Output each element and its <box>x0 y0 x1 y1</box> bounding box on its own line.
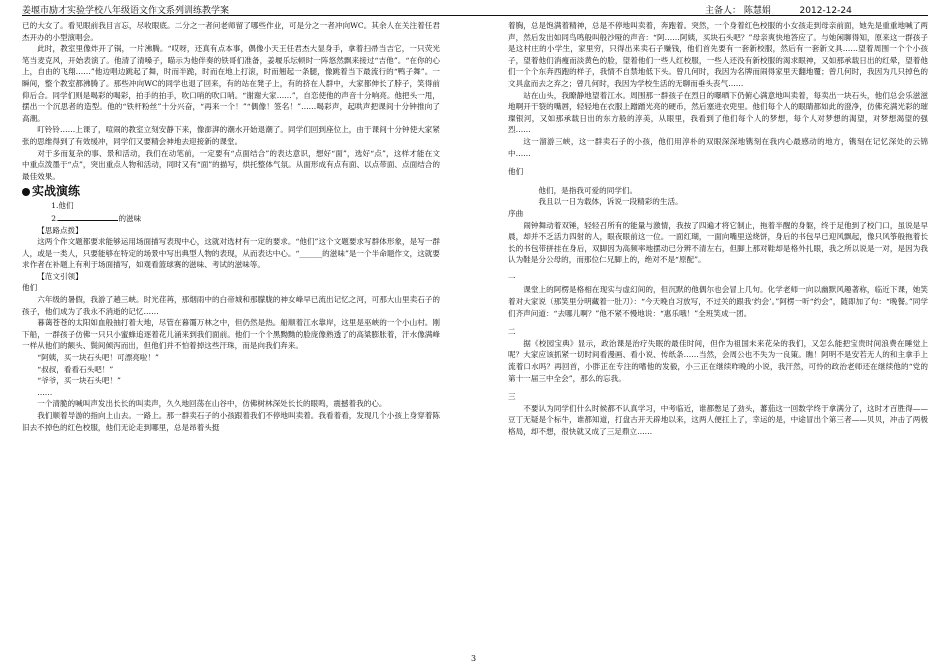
intro-paragraph: 叮铃铃……上课了，喧闹的教室立刻安静下来，像澎湃的潮水开始退潮了。同学们回到座位上，由于课间十分钟使大家紧张的思维得到了有效缓冲，同学们又要精会神地去迎接新的课堂。 <box>22 125 440 146</box>
sample-title: 他们 <box>22 283 38 293</box>
sample-label: 【范文引领】 <box>37 271 83 281</box>
poem-line: 他们，是指我可爱的同学们。 <box>538 185 638 195</box>
section-text-2: 据《校园宝典》显示，政治课是治疗失眠的最佳时间，但作为祖国未来花朵的我们，又怎么能把宝贵时间浪费在睡觉上呢？大家应该抓紧一切时间看漫画、看小说、传纸条……当然，会周公也不失为一良策。瞧！阿明不是安若无人的和主拿手上流着口水吗？再回首，小胖正在专注的嗜他的发毅，小三正在继续昨晚的小说，我汗然，可怜的政治老师还在继续他的“党的第十一届三中全会”，那么的忘我。 <box>508 338 928 383</box>
document-header-title: 姜堰市励才实验学校八年级语文作文系列训练教学案 <box>22 6 230 16</box>
tips-label: 【思路点拨】 <box>37 225 83 235</box>
bullet-icon <box>22 188 30 196</box>
dialogue-line: “阿姨，买一块石头吧！可漂亮啦！” <box>37 353 159 363</box>
section-text-3: 不要认为同学们什么时候都不认真学习，中考临近，谁都憋足了劲头，蕃茄这一回数学终于拿满分了，这时才百胜得——豆丁无疑是个标牛，谁都知道，打盘古开天辟地以来，这两人便扛上了，幸运的是，中途冒出个第三者——贝贝，冲击了两极格局，却不想，很快就又成了三足鼎立…… <box>508 403 928 436</box>
intro-paragraph: 已的大女了。看见眼前我目言忘，尽收眼底。二分之一者问老师留了哪些作业，可是分之一者冲向WC。其余人在关注着任君杰开办的小型演唱会。 <box>22 21 440 42</box>
sample-paragraph: 站在山头，我瞭静地望着江水。周围那一群孩子在烈日的曝晒下仍俯心满意地叫卖着，每卖出一块石头，他们总会乐滋滋地啊开干裂的嘴唇，轻轻地在衣服上蹭蹭光亮的硬币，然后塞进衣兜里。他们每个人的眼睛都如此的澄净，仿佛充满光彩的璀璨银河，又如那承载日出的东方般的淳美，从眼里，我看到了他们每个人的梦想，每个人对梦想的渴望，对梦想渴望的强烈…… <box>508 90 928 135</box>
left-column <box>22 20 440 655</box>
prologue-title: 序曲 <box>508 208 524 218</box>
exercise-item: 1.他们 <box>51 201 74 211</box>
preparer-name: 陈慧娟 <box>743 6 771 16</box>
sample-paragraph: 六年级的暑假，我游了趟三峡。时光荏苒，那烟雨中的白帝城和那朦胧的神女峰早已流出记忆之河，可那大山里卖石子的孩子，他们成为了我永不消逝的记忆…… <box>22 295 440 316</box>
sample2-title: 他们 <box>508 167 524 177</box>
fill-blank <box>58 212 118 221</box>
ellipsis-line: …… <box>37 387 53 397</box>
section-text-1: 课堂上的阿楞是格相在现实与虚幻间的，但沉默的他偶尔也会冒上几句。化学老师一向以幽默风趣著称，临近下课，她笑着对大家说（那笑里分明藏着一肚刀）：“今天晚自习放写，不过关的跟我‘约会’。”阿楞一听“约会”，随即加了句：“晚餐。”同学们齐声问道：“去哪儿啊？”他不紧不慢地说：“惠乐哦！”全班笑成一团。 <box>508 285 928 318</box>
section-title-text: 实战演练 <box>32 184 81 199</box>
dialogue-line: “爷爷，买一块石头吧！” <box>37 376 121 386</box>
document-date: 2012-12-24 <box>799 6 852 16</box>
header-divider <box>22 15 928 16</box>
section-mark-2: 二 <box>508 327 516 337</box>
sample-paragraph: 暮蔼苍苍的太阳如血般抽打着大地，尽管在暮霭万林之中，但仍然是热。船顺着江水靠岸，这里是巫峡的一个小山村。刚下船，一群孩子仿佛一只只小蜜蜂追逐着花儿涌来到我们面前。他们一个个黑黝黝的脸庞像熟透了的高粱膨胀着，汗水像满峰一样从他们的额头、鬓间倾泻而出，但他们并不怕着掉这些汗珠，而是向我们奔来。 <box>22 318 440 351</box>
preparer-label: 主备人： <box>705 6 742 16</box>
section-title <box>22 184 440 199</box>
sample-paragraph: 我们顺着导游的指向上山去。一路上。那一群卖石子的小孩跟着我们不停地叫卖着。我看着看，发现几个小孩上身穿着陈旧去不掉色的红色校服，他们无论走到哪里，总是昂着头挺 <box>22 411 440 432</box>
intro-paragraph: 对于多而复杂的事、景和活动，我们在动笔前，一定要有“点面结合”的表达意识，想好“面”，选好“点”，这样才能在文中重点泼墨于“点”，突出重点人物和活动，同时又有“面”的描写，烘托整体气氛。从面形成有点有面、以点带面、点面结合的最佳效果。 <box>22 148 440 181</box>
tips-text: 这两个作文题都要求能够运用场面描写表现中心，这就对选材有一定的要求。“他们”这个文题要求写群体形象，是写一群人，或是一类人，只要能够在特定的场景中写出典型人物的表现，从而表达中心。“______的滋味”是一个半命题作文，这就要求作者在补题上有利于场面描写，如观看篮球赛的滋味、考试的滋味等。 <box>22 237 440 270</box>
poem-line: 我且以一日为载体，诉说一段精彩的生活。 <box>538 197 683 207</box>
exercise-suffix: 的滋味 <box>118 213 142 223</box>
dialogue-line: “叔叔，看看石头吧！” <box>37 364 114 374</box>
section-mark-1: 一 <box>508 273 516 283</box>
page-number: 3 <box>471 654 477 663</box>
sample-paragraph: 着胸，总是饱满着精神，总是不停地叫卖着，奔跑着。突然，一个身着红色校服的小女孩走到母亲前面，她先是重重地喊了两声，然后发出如同鸟鸣般叫般沙哑的声音：“阿……阿姨，买块石头吧？”母亲爽快地答应了。与她闲聊得知，原来这一群孩子是这村庄的小学生，家里穷，只得出来卖石子赚钱，他们首先要有一套新校服，然后有一套新文具……望着周围一个个小孩子，望着他们消瘦而淡黄色的脸，望着他们一些人红校服，一些人还没有新校服的渴求眼神，又如那承载日出的红晕，望着他们一个个东奔西跑的样子，我情不自禁地低下头。曾几何时，我因为名牌而闹得家里天翻地覆；曾几何时，我因为几只掉色的文具盒而去之弃之；曾几何时，我因为学校生活的无聊而垂头丧气…… <box>508 21 928 88</box>
sample-paragraph: 一个清脆的喊叫声发出长长的叫卖声，久久地回荡在山谷中，仿佛树林深处长长的眼鸣，震撼着我的心。 <box>37 399 387 409</box>
section-mark-3: 三 <box>508 392 516 402</box>
exercise-item <box>22 212 440 225</box>
right-column <box>508 20 928 660</box>
exercise-number: 2. <box>51 213 59 223</box>
prologue-text: 闹钟舞动着双锤，轻轻召所有的能量与激情，我按了四遍才将它制止，拖着半醒的身躯，终于足他到了校门口，虽说是早晨，却并不乏活力四射的人，眼夜眼前这一位。一面红瑚，一面向嘴里送烧饼，身后的书包早已迎风飘起，像只风筝般拖着长长的书包带拼挂在身后，双脚因为高频率地摆动已分辨不清左右，但脚上那对鞋却是格外扎眼，我之所以说是一对，是因为我认为鞋是分公母的，而那位仁兄脚上的，绝对不是“原配”。 <box>508 220 928 265</box>
intro-paragraph: 此时，教室里像炸开了锅，一片沸腾。“哎呀，还真有点本事，偶像小天王任君杰大显身手，拿着扫帚当吉它，一只荧光笔当麦克风，开始表演了。他清了清嗓子，瞄示为他伴奏的铁哥们准备，姜堰乐坛顿时一阵悠然飘来接过“吉他”。“在你的心上，自由的飞翔……”他边唱边跳起了舞，时而半跪，时而在地上打滚，时而翘起一条腿，像跳着当下最流行的“鸭子舞”。一瞬间，整个教室都沸腾了。那些冲向WC的同学也退了回来，有的站在凳子上，有的挤在人群中，大家都伸长了脖子，笑得前仰后合。同学们则是喝彩的喝彩，拍手的拍手，吹口哨的吹口哨。“谢谢大家……”，自恋使他的声音十分响亮。他把头一甩，摆出一个沉思者的造型。他的“铁杆粉丝”十分兴奋，“再来一个！”“偶像！签名！”……喝彩声，起哄声把课间十分钟推向了高潮。 <box>22 44 440 123</box>
sample-paragraph: 这一溜游三峡，这一群卖石子的小孩，他们用淳朴的双眼深深地镌刻在我内心最感动的地方，镌刻在记忆深处的云锦中…… <box>508 136 928 158</box>
